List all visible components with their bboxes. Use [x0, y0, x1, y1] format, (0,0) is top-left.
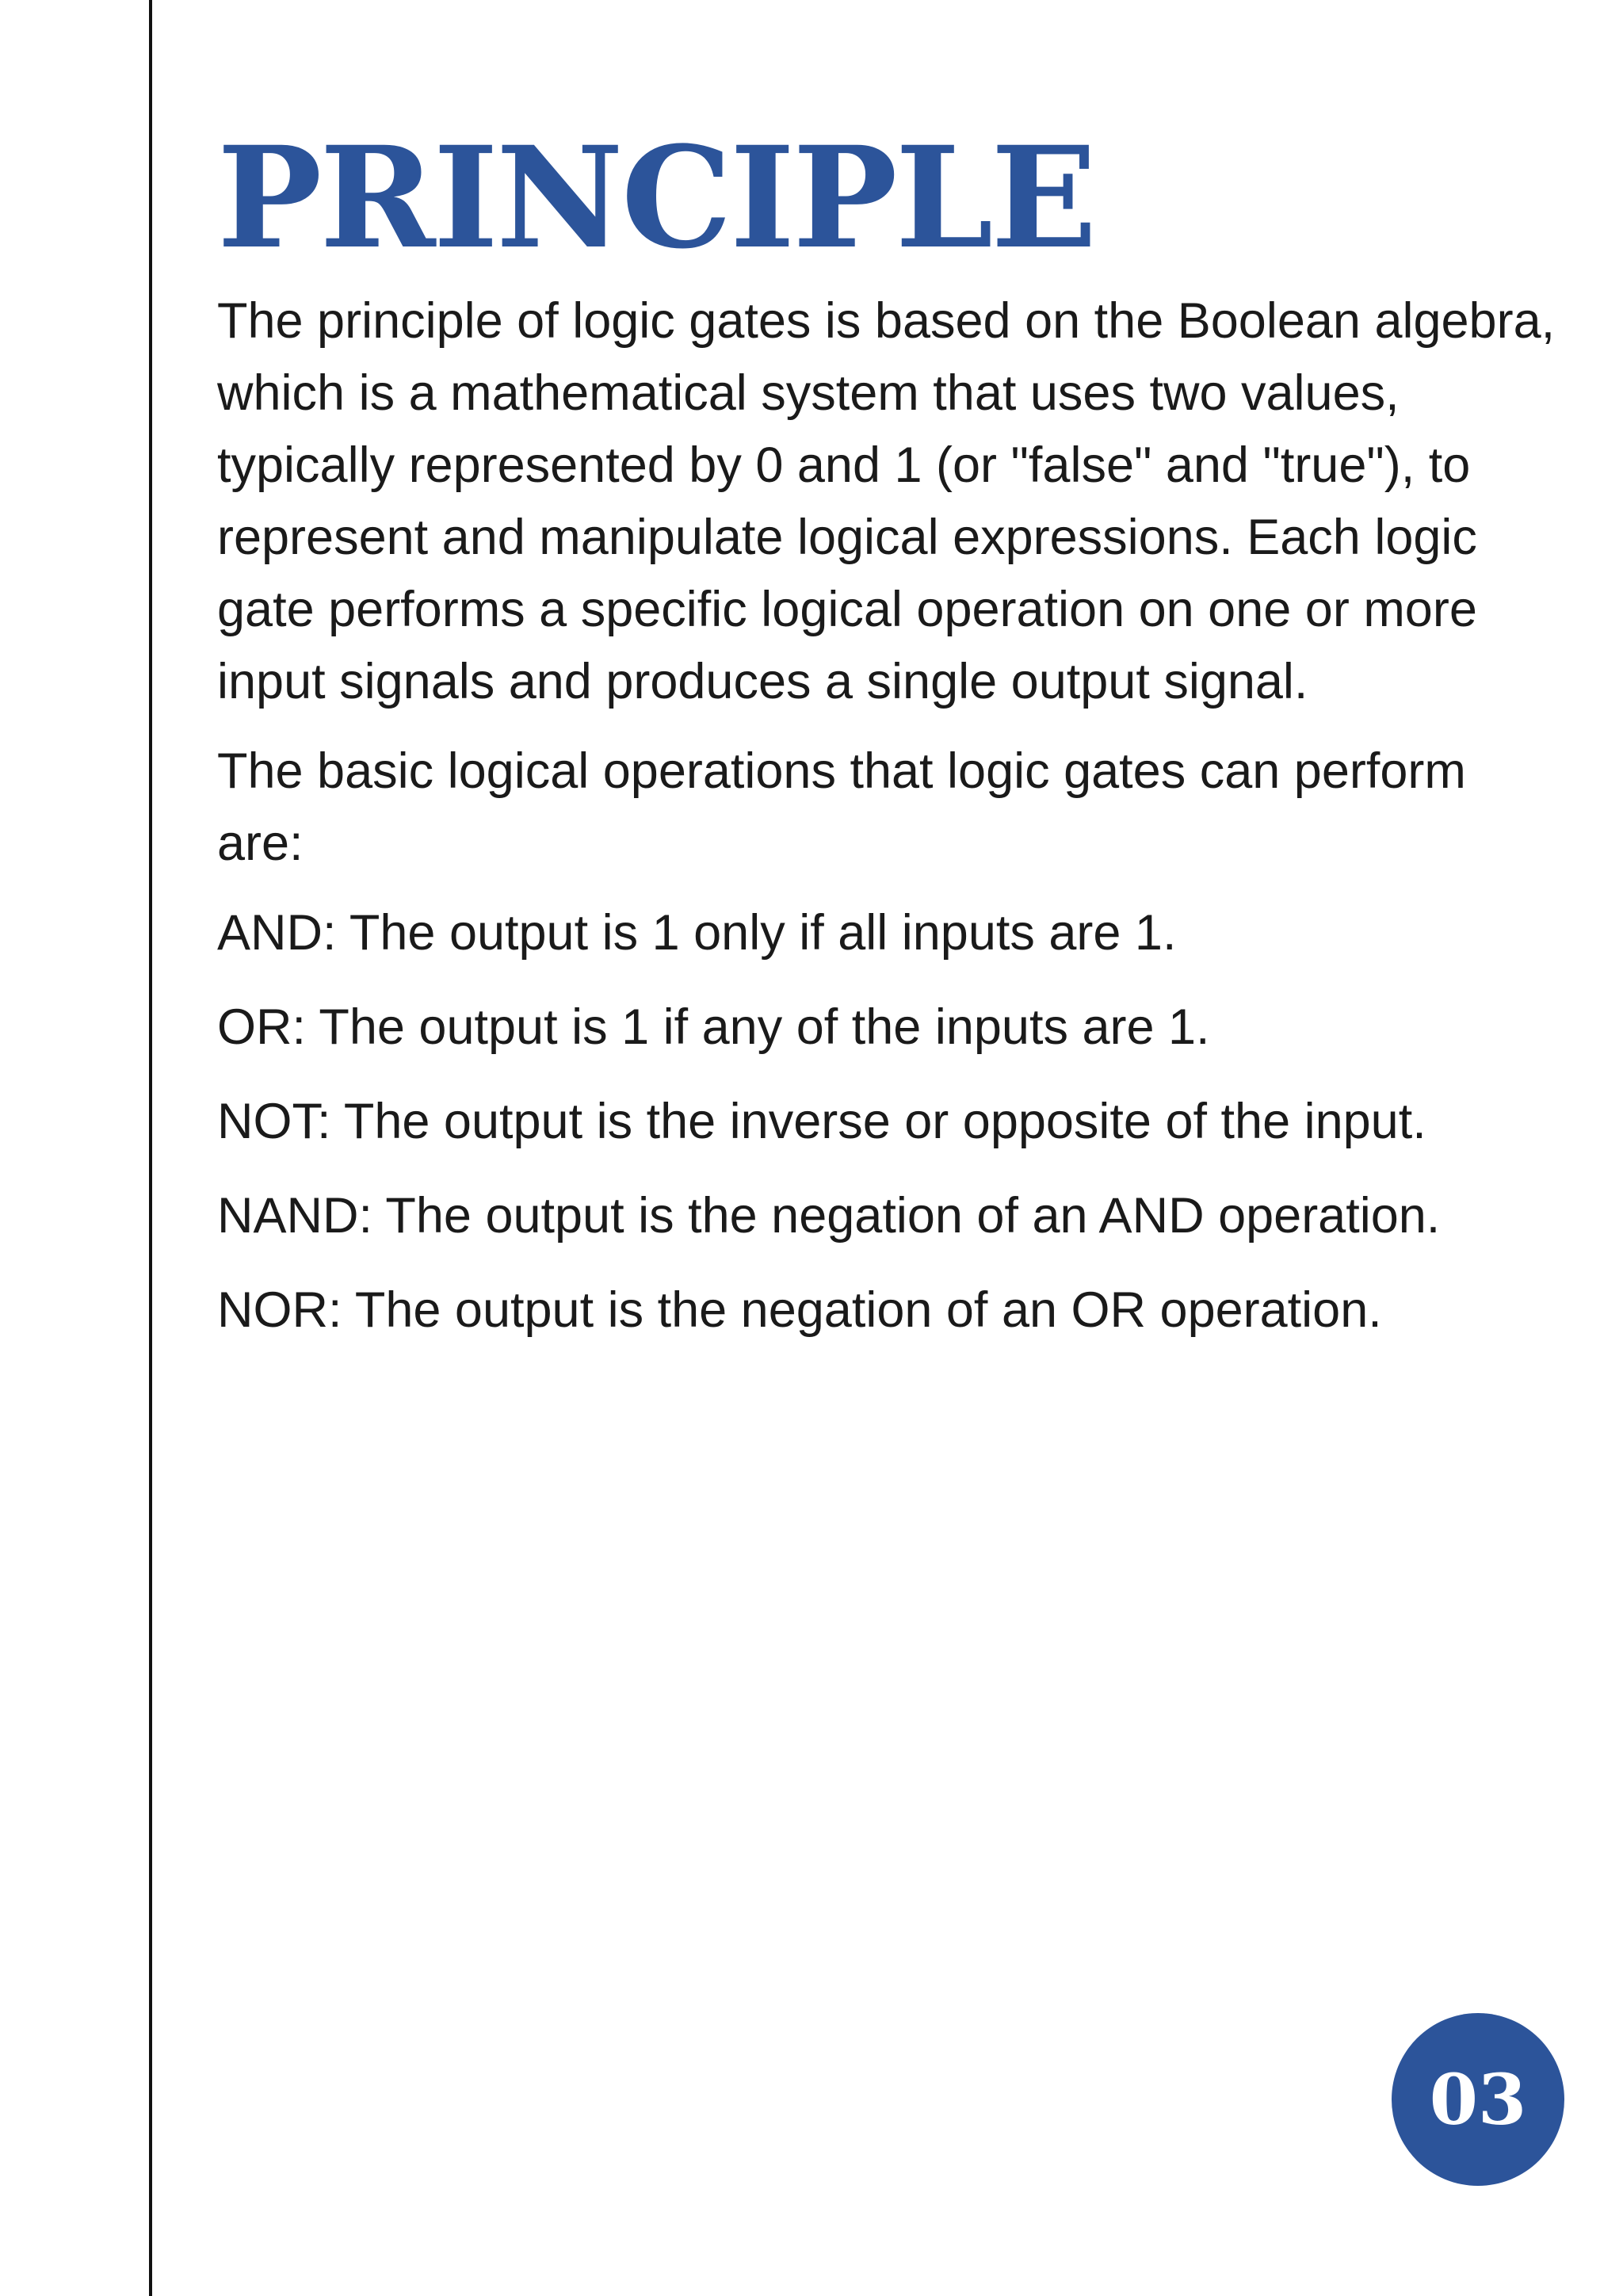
page-number-badge — [1392, 2013, 1564, 2186]
operations-intro-paragraph: The basic logical operations that logic gates can perform are: — [217, 743, 1466, 871]
operation-and: AND: The output is 1 only if all inputs are 1. — [217, 905, 1177, 961]
left-margin-rule — [149, 0, 152, 2296]
page-content — [217, 116, 1564, 1369]
operation-not: NOT: The output is the inverse or opposite of the input. — [217, 1094, 1426, 1149]
page-title: PRINCIPLE — [217, 116, 1095, 280]
intro-paragraph: The principle of logic gates is based on the Boolean algebra, which is a mathematical system that uses two values, typically represented by 0 and 1 (or "false" and "true"), to represent and manipulate logical expressions. Each logic gate performs a specific logical operation on one or more input signals and produces a single output signal. — [217, 293, 1556, 709]
page-number: 03 — [1429, 2058, 1527, 2141]
operation-or: OR: The output is 1 if any of the inputs are 1. — [217, 999, 1210, 1055]
operation-nor: NOR: The output is the negation of an OR operation. — [217, 1282, 1382, 1338]
operations-list — [217, 897, 1564, 1347]
operation-nand: NAND: The output is the negation of an AND operation. — [217, 1188, 1441, 1244]
